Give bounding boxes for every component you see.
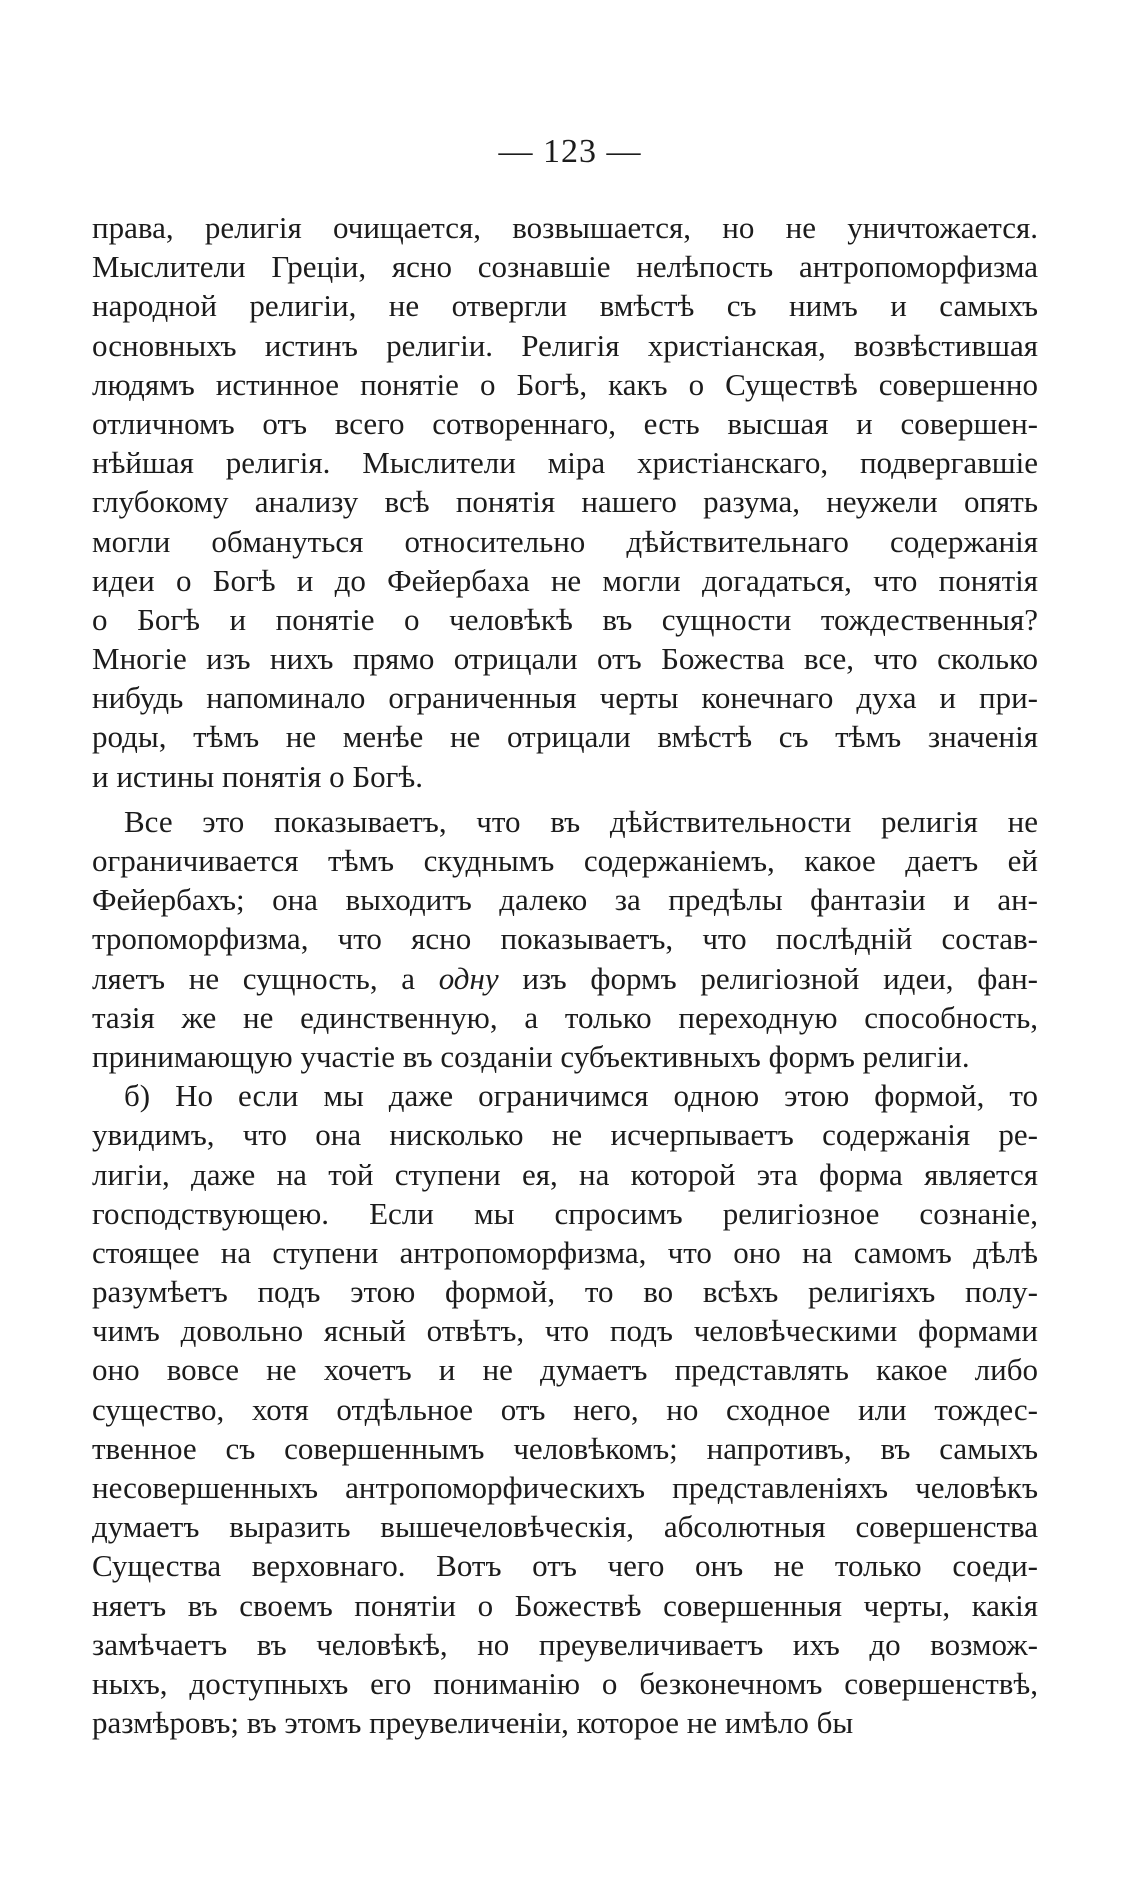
text-segment: ляетъ не сущность, а xyxy=(92,960,439,996)
text-line xyxy=(92,959,1038,998)
text-line: б) Но если мы даже ограничимся одною этою формой, то xyxy=(124,1078,1038,1114)
text-line: могли обмануться относительно дѣйствительнаго содержанія xyxy=(92,523,1038,559)
text-line: народной религіи, не отвергли вмѣстѣ съ нимъ и самыхъ xyxy=(92,288,1038,324)
text-line: чимъ довольно ясный отвѣтъ, что подъ человѣческими формами xyxy=(92,1313,1038,1349)
text-line: отличномъ отъ всего сотвореннаго, есть высшая и совершен- xyxy=(92,405,1038,441)
text-line: несовершенныхъ антропоморфическихъ представленіяхъ человѣкъ xyxy=(92,1470,1038,1505)
text-line: разумѣетъ подъ этою формой, то во всѣхъ религіяхъ полу- xyxy=(92,1274,1038,1310)
text-line: принимающую участіе въ созданіи субъективныхъ формъ религіи. xyxy=(92,1038,970,1074)
text-line: о Богѣ и понятіе о человѣкѣ въ сущности тождественныя? xyxy=(92,601,1038,637)
text-line: няетъ въ своемъ понятіи о Божествѣ совершенныя черты, какія xyxy=(92,1587,1038,1623)
text-line: нѣйшая религія. Мыслители міра христіанскаго, подвергавшіе xyxy=(92,445,1038,481)
text-line: Многіе изъ нихъ прямо отрицали отъ Божества все, что сколько xyxy=(92,641,1038,677)
paragraph xyxy=(92,1076,1038,1742)
text-line: глубокому анализу всѣ понятія нашего разума, неужели опять xyxy=(92,484,1038,520)
text-line: оно вовсе не хочетъ и не думаетъ представлять какое либо xyxy=(92,1352,1038,1388)
text-line: ныхъ, доступныхъ его пониманію о безконечномъ совершенствѣ, xyxy=(92,1665,1038,1701)
text-line: и истины понятія о Богѣ. xyxy=(92,758,423,794)
text-line: лигіи, даже на той ступени ея, на которой эта форма является xyxy=(92,1156,1038,1192)
text-line: Все это показываетъ, что въ дѣйствительности религія не xyxy=(124,803,1038,839)
text-line: тропоморфизма, что ясно показываетъ, что послѣдній состав- xyxy=(92,921,1038,957)
text-line: Существа верховнаго. Вотъ отъ чего онъ не только соеди- xyxy=(92,1548,1038,1584)
text-line: размѣровъ; въ этомъ преувеличеніи, которое не имѣло бы xyxy=(92,1705,854,1741)
paragraph xyxy=(92,208,1038,796)
text-line: идеи о Богѣ и до Фейербаха не могли догадаться, что понятія xyxy=(92,562,1038,598)
text-line: господствующею. Если мы спросимъ религіозное сознаніе, xyxy=(92,1195,1038,1231)
text-line: думаетъ выразить вышечеловѣческія, абсолютныя совершенства xyxy=(92,1509,1038,1545)
text-line: твенное съ совершеннымъ человѣкомъ; напротивъ, въ самыхъ xyxy=(92,1430,1038,1466)
body-text xyxy=(92,208,1038,1742)
text-line: существо, хотя отдѣльное отъ него, но сходное или тождес- xyxy=(92,1391,1038,1427)
text-line: нибудь напоминало ограниченныя черты конечнаго духа и при- xyxy=(92,680,1038,716)
text-line: основныхъ истинъ религіи. Религія христіанская, возвѣстившая xyxy=(92,327,1038,363)
text-line: Мыслители Греціи, ясно сознавшіе нелѣпость антропоморфизма xyxy=(92,249,1038,285)
paragraph xyxy=(92,802,1038,1076)
text-line: стоящее на ступени антропоморфизма, что оно на самомъ дѣлѣ xyxy=(92,1234,1038,1270)
text-line: права, религія очищается, возвышается, но не уничтожается. xyxy=(92,210,1038,245)
emphasized-word: одну xyxy=(438,960,499,996)
text-line: Фейербахъ; она выходитъ далеко за предѣлы фантазіи и ан- xyxy=(92,882,1038,918)
text-line: ограничивается тѣмъ скуднымъ содержаніемъ, какое даетъ ей xyxy=(92,843,1038,878)
page-number: — 123 — xyxy=(498,133,642,170)
text-line: людямъ истинное понятіе о Богѣ, какъ о Существѣ совершенно xyxy=(92,366,1038,402)
text-line: замѣчаетъ въ человѣкѣ, но преувеличиваетъ ихъ до возмож- xyxy=(92,1626,1038,1662)
text-line: роды, тѣмъ не менѣе не отрицали вмѣстѣ съ тѣмъ значенія xyxy=(92,719,1038,755)
text-line: тазія же не единственную, а только переходную способность, xyxy=(92,999,1038,1035)
text-segment: изъ формъ религіозной идеи, фан- xyxy=(498,960,1038,996)
text-line: увидимъ, что она нисколько не исчерпываетъ содержанія ре- xyxy=(92,1117,1038,1153)
